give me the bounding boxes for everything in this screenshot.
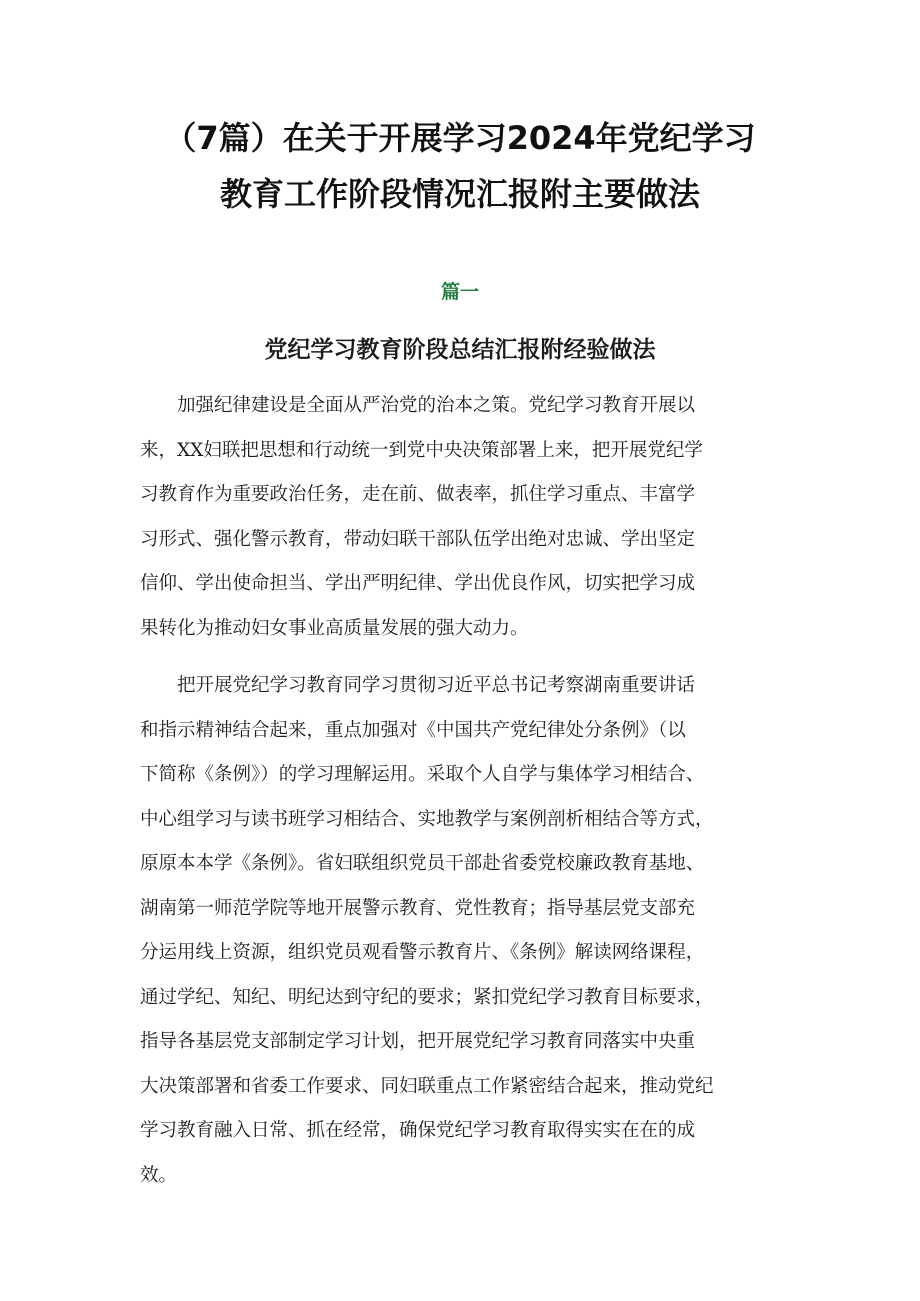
document-title [140, 110, 780, 222]
title-line-2: 教育工作阶段情况汇报附主要做法 [219, 175, 700, 213]
paragraph-line: 通过学纪、知纪、明纪达到守纪的要求；紧扣党纪学习教育目标要求， [140, 986, 714, 1008]
paragraph-line: 习教育作为重要政治任务，走在前、做表率，抓住学习重点、丰富学 [140, 484, 696, 505]
paragraph-line: 来，XX妇联把思想和行动统一到党中央决策部署上来，把开展党纪学 [140, 439, 703, 461]
paragraph-line: 下简称《条例》）的学习理解运用。采取个人自学与集体学习相结合、 [140, 764, 705, 785]
paragraph-line: 加强纪律建设是全面从严治党的治本之策。党纪学习教育开展以 [140, 395, 696, 416]
paragraph-line: 果转化为推动妇女事业高质量发展的强大动力。 [140, 617, 529, 639]
paragraph-line: 分运用线上资源，组织党员观看警示教育片、《条例》解读网络课程， [140, 942, 705, 963]
paragraph-line: 效。 [140, 1164, 178, 1186]
section-label: 篇一 [440, 281, 479, 303]
paragraph-2 [140, 664, 800, 1198]
section-heading: 党纪学习教育阶段总结汇报附经验做法 [264, 337, 656, 363]
paragraph-line: 指导各基层党支部制定学习计划，把开展党纪学习教育同落实中央重 [140, 1031, 696, 1052]
title-line-1: （7篇）在关于开展学习2024年党纪学习 [164, 119, 756, 157]
paragraph-line: 湖南第一师范学院等地开展警示教育、党性教育；指导基层党支部充 [140, 897, 696, 919]
paragraph-line: 和指示精神结合起来，重点加强对《中国共产党纪律处分条例》（以 [140, 719, 686, 741]
paragraph-line: 学习教育融入日常、抓在经常，确保党纪学习教育取得实实在在的成 [140, 1120, 696, 1141]
paragraph-line: 把开展党纪学习教育同学习贯彻习近平总书记考察湖南重要讲话 [140, 675, 696, 696]
paragraph-line: 中心组学习与读书班学习相结合、实地教学与案例剖析相结合等方式， [140, 808, 714, 830]
paragraph-line: 原原本本学《条例》。省妇联组织党员干部赴省委党校廉政教育基地、 [140, 853, 705, 874]
paragraph-1 [140, 384, 800, 651]
paragraph-line: 习形式、强化警示教育，带动妇联干部队伍学出绝对忠诚、学出坚定 [140, 528, 696, 550]
paragraph-line: 大决策部署和省委工作要求、同妇联重点工作紧密结合起来，推动党纪 [140, 1075, 714, 1097]
paragraph-line: 信仰、学出使命担当、学出严明纪律、学出优良作风，切实把学习成 [140, 573, 696, 594]
